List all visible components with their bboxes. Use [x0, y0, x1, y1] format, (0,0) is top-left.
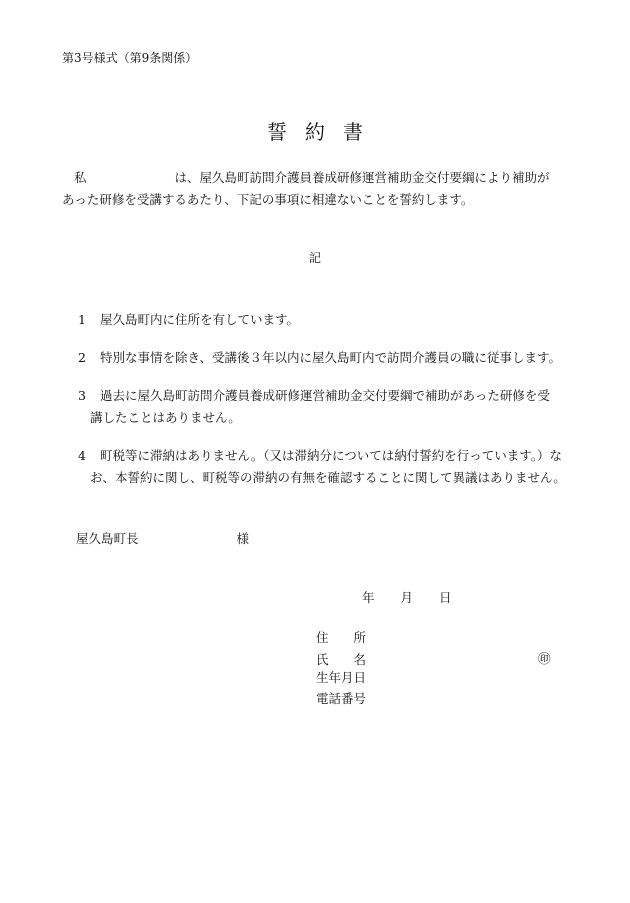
birthdate-label: 生年月日: [316, 670, 367, 685]
item-text-continued: お、本誓約に関し、町税等の滞納の有無を確認することに関して異議はありません。: [90, 470, 566, 485]
lead-line-1: [62, 167, 550, 189]
date-month: 月: [400, 590, 414, 605]
lead-paragraph: [62, 167, 550, 211]
list-item: [78, 385, 550, 429]
item-number: 3: [78, 388, 86, 403]
list-item: [78, 445, 566, 489]
item-number: 2: [78, 350, 86, 365]
page-title: 誓約書: [267, 120, 381, 144]
item-text-continued: 講したことはありません。: [90, 410, 241, 425]
addressee-name: 屋久島町長: [76, 531, 139, 546]
seal-mark: ㊞: [538, 651, 551, 666]
item-number: 4: [78, 448, 86, 463]
addressee-honorific: 様: [236, 531, 250, 546]
lead-line-1-text: は、屋久島町訪問介護員養成研修運営補助金交付要綱により補助が: [174, 170, 550, 185]
lead-line-2: あった研修を受講するあたり、下記の事項に相違ないことを誓約します。: [62, 192, 474, 207]
date-day: 日: [439, 590, 452, 605]
lead-pronoun: 私: [74, 170, 87, 185]
list-item: [78, 309, 299, 331]
ki-heading: 記: [308, 251, 321, 265]
item-text: 特別な事情を除き、受講後３年以内に屋久島町内で訪問介護員の職に従事します。: [100, 350, 562, 365]
item-number: 1: [78, 312, 86, 327]
address-label: 住 所: [316, 630, 367, 645]
date-line: [362, 588, 452, 606]
item-text: 町税等に滞納はありません。（又は滞納分については納付誓約を行っています。）な: [100, 448, 563, 463]
name-label: 氏 名: [316, 652, 367, 667]
list-item: [78, 347, 561, 369]
date-year: 年: [362, 590, 375, 605]
item-text: 屋久島町内に住所を有しています。: [100, 312, 300, 327]
addressee: [76, 529, 249, 547]
item-text: 過去に屋久島町訪問介護員養成研修運営補助金交付要綱で補助があった研修を受: [100, 388, 550, 403]
phone-label: 電話番号: [316, 691, 367, 706]
form-number: 第3号様式（第9条関係）: [62, 51, 198, 65]
